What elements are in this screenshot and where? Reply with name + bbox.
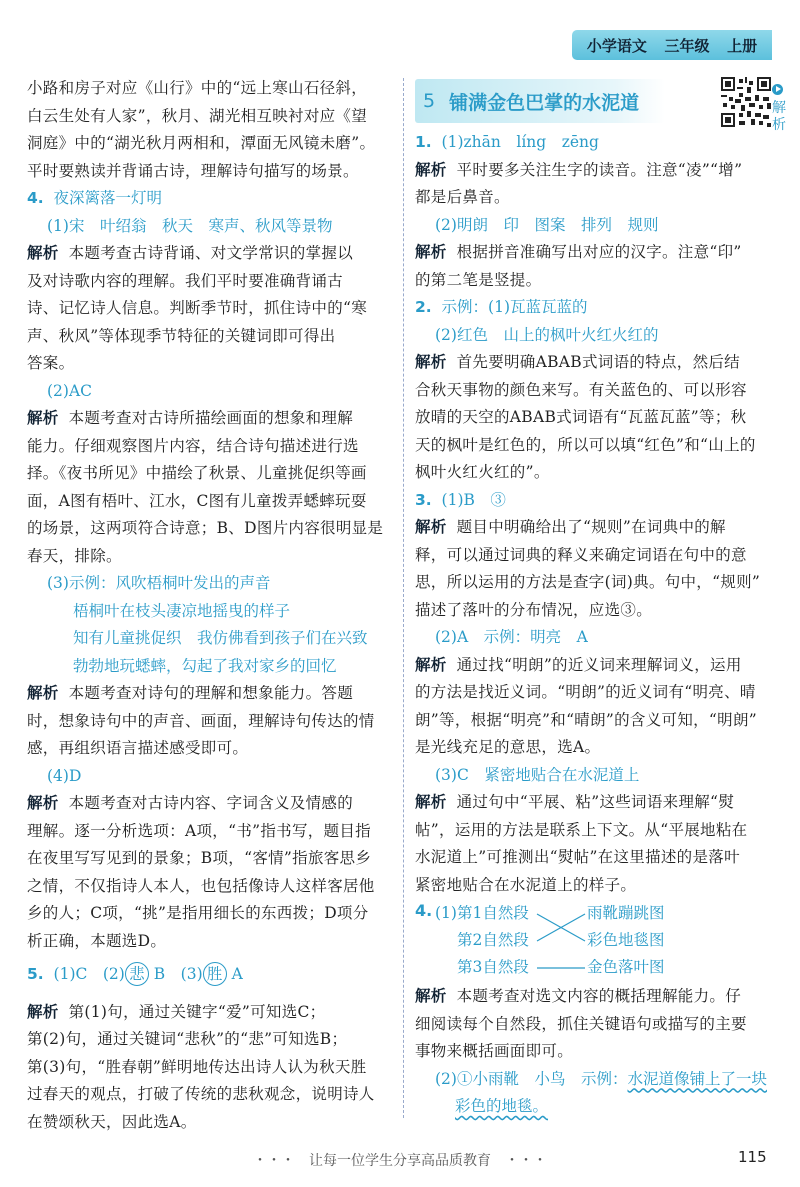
header-subject: 小学语文: [586, 36, 647, 55]
intro-text: 小路和房子对应《山行》中的“远上寒山石径斜， 白云生处有人家”，秋月、湖光相互映衬对应《望 洞庭》中的“湖光秋月两相和，潭面无风镜未磨”。 平时要熟读并背诵古诗，理解诗句描写的场景。: [27, 79, 376, 180]
footer-slogan: ・・・ 让每一位学生分享高品质教育 ・・・: [253, 1153, 547, 1169]
match-left-3: 第3自然段: [457, 958, 529, 976]
q1-1-answer: 1. (1)zhān líng zēng: [415, 133, 599, 151]
qr-label[interactable]: 解析: [772, 83, 788, 134]
q4-analysis: 解析 本题考查对选文内容的概括理解能力。仔 细阅读每个自然段，抓住关键语句或描写的主要 事物来概括画面即可。: [415, 987, 747, 1060]
q4-4-answer: (4)D: [47, 766, 82, 785]
column-divider: [403, 78, 404, 1118]
q5-answer: 5. (1)C (2) 悲 B (3) 胜 A: [27, 961, 393, 989]
match-right-1: 雨靴蹦跳图: [587, 904, 665, 922]
q2-analysis: 解析 首先要明确ABAB式词语的特点，然后结 合秋天事物的颜色来写。有关蓝色的、可以形容 放晴的天空的ABAB式词语有“瓦蓝瓦蓝”等；秋 天的枫叶是红色的，所以可以填“红色”和“山上的 枫叶火红火红的”。: [415, 353, 756, 481]
right-column: [415, 75, 786, 1121]
q2-1-answer: 2. 示例：(1)瓦蓝瓦蓝的: [415, 298, 588, 316]
q1-2-answer: (2)明朗 印 图案 排列 规则: [435, 215, 659, 234]
match-right-3: 金色落叶图: [587, 958, 665, 976]
q4-1-answer: (1)宋 叶绍翁 秋天 寒声、秋风等景物: [47, 216, 333, 235]
section-title: 5 铺满金色巴掌的水泥道: [415, 79, 665, 123]
q3-1-analysis: 解析 题目中明确给出了“规则”在词典中的解 释，可以通过词典的释义来确定词语在句中的意 思，所以运用的方法是查字(词)典。句中，“规则” 描述了落叶的分布情况，应选③。: [415, 518, 761, 619]
header-volume: 上册: [727, 36, 758, 55]
page-number: 115: [738, 1148, 767, 1166]
q4-1-analysis: 解析 本题考查古诗背诵、对文学常识的掌握以 及对诗歌内容的理解。我们平时要准确背诵古 诗、记忆诗人信息。判断季节时，抓住诗中的“寒 声、秋风”等体现季节特征的关键词即可得出 答案。: [27, 244, 368, 372]
circled-char-bei: 悲: [125, 962, 149, 986]
q2-2-answer: (2)红色 山上的枫叶火红火红的: [435, 325, 659, 344]
q4-title: 4. 夜深篱落一灯明: [27, 189, 163, 207]
q4-matching: 4. (1)第1自然段 第2自然段 第3自然段 雨靴蹦跳图 彩色地毯图 金色落叶图: [415, 899, 773, 983]
q4-2-answer-cont: 彩色的地毯。: [455, 1097, 549, 1115]
q3-3-analysis: 解析 通过句中“平展、粘”这些词语来理解“熨 帖”，运用的方法是联系上下文。从“平展地粘在 水泥道上”可推测出“熨帖”在这里描述的是落叶 紧密地贴合在水泥道上的样子。: [415, 793, 748, 894]
q3-1-answer: 3. (1)B ③: [415, 490, 506, 509]
q3-2-analysis: 解析 通过找“明朗”的近义词来理解词义，运用 的方法是找近义词。“明朗”的近义词有“明亮、晴 朗”等，根据“明亮”和“晴朗”的含义可知，“明朗” 是光线充足的意思，选A。: [415, 655, 757, 756]
qr-code-icon[interactable]: [721, 77, 771, 127]
q4-2-analysis: 解析 本题考查对古诗所描绘画面的想象和理解 能力。仔细观察图片内容，结合诗句描述进行选 择。《夜书所见》中描绘了秋景、儿童挑促织等画 面，A图有梧叶、江水，C图有儿童拨弄蟋蟀玩耍 的场景，这两项符合诗意；B、D图片内容很明显是 春天，排除。: [27, 409, 384, 565]
q1-1-analysis: 解析 平时要多关注生字的读音。注意“凌”“增” 都是后鼻音。: [415, 160, 743, 206]
left-column: [27, 75, 393, 1136]
q4-2-answer: (2)AC: [47, 381, 93, 400]
match-left-2: 第2自然段: [457, 931, 529, 949]
match-lines: [535, 899, 589, 983]
header-banner: [572, 30, 772, 60]
header-grade: 三年级: [664, 36, 710, 55]
match-left-1: (1)第1自然段: [435, 904, 529, 922]
q3-3-answer: (3)C 紧密地贴合在水泥道上: [435, 765, 640, 784]
q4-3-analysis: 解析 本题考查对诗句的理解和想象能力。答题 时，想象诗句中的声音、画面，理解诗句传达的情 感，再组织语言描述感受即可。: [27, 684, 375, 757]
q4-3-answer: (3)示例：风吹梧桐叶发出的声音 梧桐叶在枝头凄凉地摇曳的样子 知有儿童挑促织 我仿佛看到孩子们在兴致 勃勃地玩蟋蟀，勾起了我对家乡的回忆: [47, 574, 368, 675]
play-icon: [772, 84, 783, 95]
circled-char-sheng: 胜: [203, 962, 227, 986]
match-right-2: 彩色地毯图: [587, 931, 665, 949]
q5-analysis: 解析 第(1)句，通过关键字“爱”可知选C； 第(2)句，通过关键词“悲秋”的“悲”可知选B； 第(3)句，“胜春朝”鲜明地传达出诗人认为秋天胜 过春天的观点，打破了传统的悲秋观念，说明诗人 在赞颂秋天，因此选A。: [27, 1002, 375, 1131]
q4-2-answer: (2)①小雨靴 小鸟 示例：水泥道像铺上了一块: [435, 1069, 767, 1088]
q4-4-analysis: 解析 本题考查对古诗内容、字词含义及情感的 理解。逐一分析选项：A项，“书”指书写，题目指 在夜里写写见到的景象；B项，“客情”指旅客思乡 之情，不仅指诗人本人，也包括像诗人这样客居他 乡的人；C项，“挑”是指用细长的东西拨；D项分 析正确，本题选D。: [27, 794, 375, 950]
q3-2-answer: (2)A 示例：明亮 A: [435, 628, 588, 646]
q1-2-analysis: 解析 根据拼音准确写出对应的汉字。注意“印” 的第二笔是竖提。: [415, 243, 742, 289]
